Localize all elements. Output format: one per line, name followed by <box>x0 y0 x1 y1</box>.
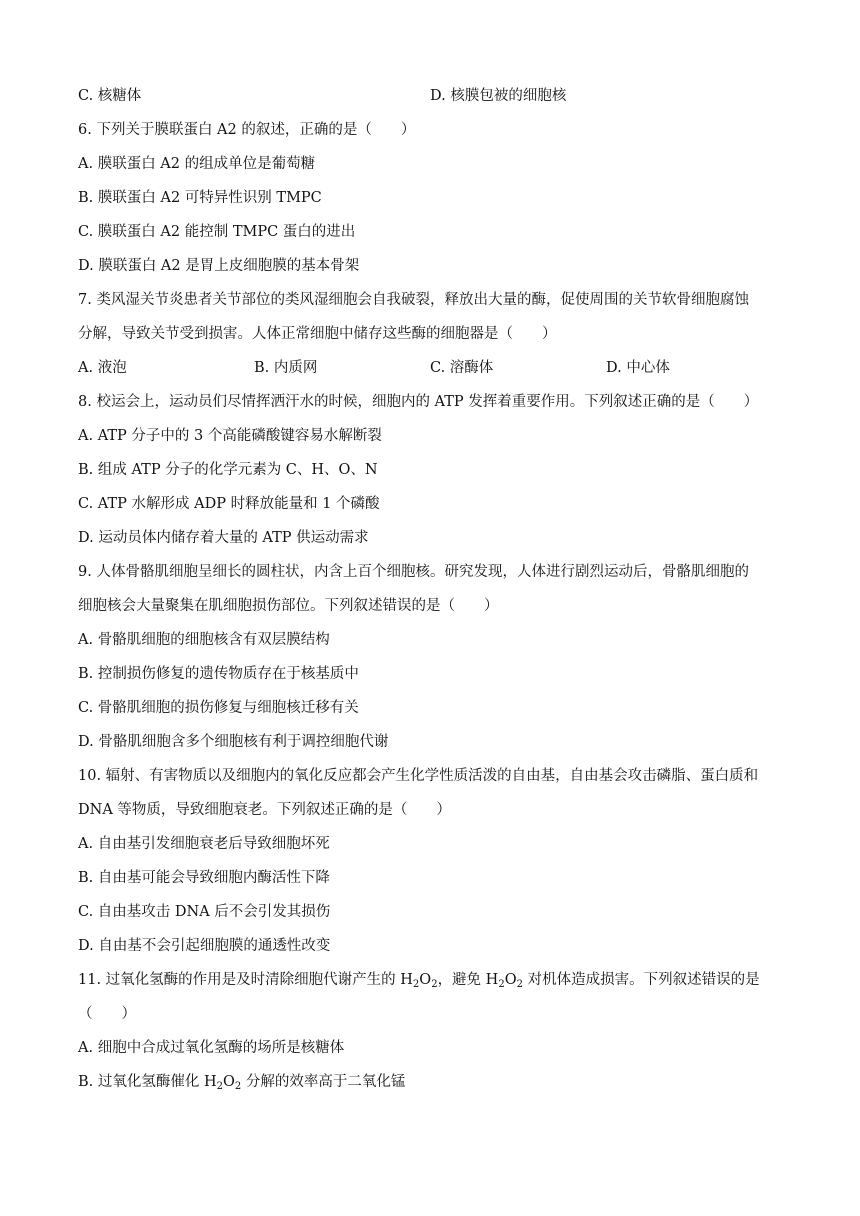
q6-option-c: C. 膜联蛋白 A2 能控制 TMPC 蛋白的进出 <box>78 224 356 240</box>
q11-stem-text-1: 11. 过氧化氢酶的作用是及时清除细胞代谢产生的 H <box>78 972 413 988</box>
q10-option-d: D. 自由基不会引起细胞膜的通透性改变 <box>78 938 331 954</box>
q11-option-b <box>78 1072 405 1092</box>
q9-option-d: D. 骨骼肌细胞含多个细胞核有利于调控细胞代谢 <box>78 734 389 750</box>
q11-stem-subscript: 2 <box>498 979 505 990</box>
q11-stem-text-o: O <box>419 972 432 988</box>
q7-option-a: A. 液泡 <box>78 360 127 376</box>
q11-stem-text-2: ，避免 H <box>437 972 499 988</box>
q6-option-b: B. 膜联蛋白 A2 可特异性识别 TMPC <box>78 190 322 206</box>
q11-stem-text-o: O <box>504 972 517 988</box>
q11-option-b-text-o: O <box>223 1074 235 1090</box>
q6-option-d: D. 膜联蛋白 A2 是胃上皮细胞膜的基本骨架 <box>78 258 360 274</box>
q9-stem-line2: 细胞核会大量聚集在肌细胞损伤部位。下列叙述错误的是（ ） <box>78 598 499 614</box>
q10-stem-line1: 10. 辐射、有害物质以及细胞内的氧化反应都会产生化学性质活泼的自由基，自由基会攻击磷脂、蛋白质和 <box>78 768 759 784</box>
q7-option-c: C. 溶酶体 <box>430 360 494 376</box>
q8-stem: 8. 校运会上，运动员们尽情挥洒汗水的时候，细胞内的 ATP 发挥着重要作用。下列叙述正确的是（ ） <box>78 394 759 410</box>
q9-option-a: A. 骨骼肌细胞的细胞核含有双层膜结构 <box>78 632 330 648</box>
q11-stem-subscript: 2 <box>431 979 438 990</box>
q5-option-c: C. 核糖体 <box>78 88 142 104</box>
q11-option-b-text-1: B. 过氧化氢酶催化 H <box>78 1074 217 1090</box>
q7-stem-line2: 分解，导致关节受到损害。人体正常细胞中储存这些酶的细胞器是（ ） <box>78 326 557 342</box>
q10-stem-line2: DNA 等物质，导致细胞衰老。下列叙述正确的是（ ） <box>78 802 451 818</box>
q11-stem-line2: （ ） <box>78 1006 136 1022</box>
q11-stem-text-3: 对机体造成损害。下列叙述错误的是 <box>522 972 760 988</box>
q10-option-c: C. 自由基攻击 DNA 后不会引发其损伤 <box>78 904 331 920</box>
q10-option-b: B. 自由基可能会导致细胞内酶活性下降 <box>78 870 330 886</box>
q8-option-c: C. ATP 水解形成 ADP 时释放能量和 1 个磷酸 <box>78 496 380 512</box>
q8-option-d: D. 运动员体内储存着大量的 ATP 供运动需求 <box>78 530 369 546</box>
q6-option-a: A. 膜联蛋白 A2 的组成单位是葡萄糖 <box>78 156 316 172</box>
q7-stem-line1: 7. 类风湿关节炎患者关节部位的类风湿细胞会自我破裂，释放出大量的酶，促使周围的关节软骨细胞腐蚀 <box>78 292 749 308</box>
q5-option-d: D. 核膜包被的细胞核 <box>430 88 567 104</box>
q8-option-b: B. 组成 ATP 分子的化学元素为 C、H、O、N <box>78 462 378 478</box>
q11-option-b-text-2: 分解的效率高于二氧化锰 <box>241 1074 406 1090</box>
q11-stem-line1 <box>78 970 760 990</box>
q7-option-b: B. 内质网 <box>254 360 318 376</box>
q11-option-b-subscript: 2 <box>234 1081 242 1092</box>
q11-option-a: A. 细胞中合成过氧化氢酶的场所是核糖体 <box>78 1040 345 1056</box>
q11-stem-subscript: 2 <box>412 979 420 990</box>
q9-stem-line1: 9. 人体骨骼肌细胞呈细长的圆柱状，内含上百个细胞核。研究发现，人体进行剧烈运动后，骨骼肌细胞的 <box>78 564 749 580</box>
q11-option-b-subscript: 2 <box>216 1081 224 1092</box>
q9-option-b: B. 控制损伤修复的遗传物质存在于核基质中 <box>78 666 359 682</box>
q10-option-a: A. 自由基引发细胞衰老后导致细胞坏死 <box>78 836 330 852</box>
q8-option-a: A. ATP 分子中的 3 个高能磷酸键容易水解断裂 <box>78 428 382 444</box>
q7-option-d: D. 中心体 <box>606 360 670 376</box>
q6-stem: 6. 下列关于膜联蛋白 A2 的叙述，正确的是（ ） <box>78 122 416 138</box>
q11-stem-subscript: 2 <box>516 979 523 990</box>
q9-option-c: C. 骨骼肌细胞的损伤修复与细胞核迁移有关 <box>78 700 359 716</box>
